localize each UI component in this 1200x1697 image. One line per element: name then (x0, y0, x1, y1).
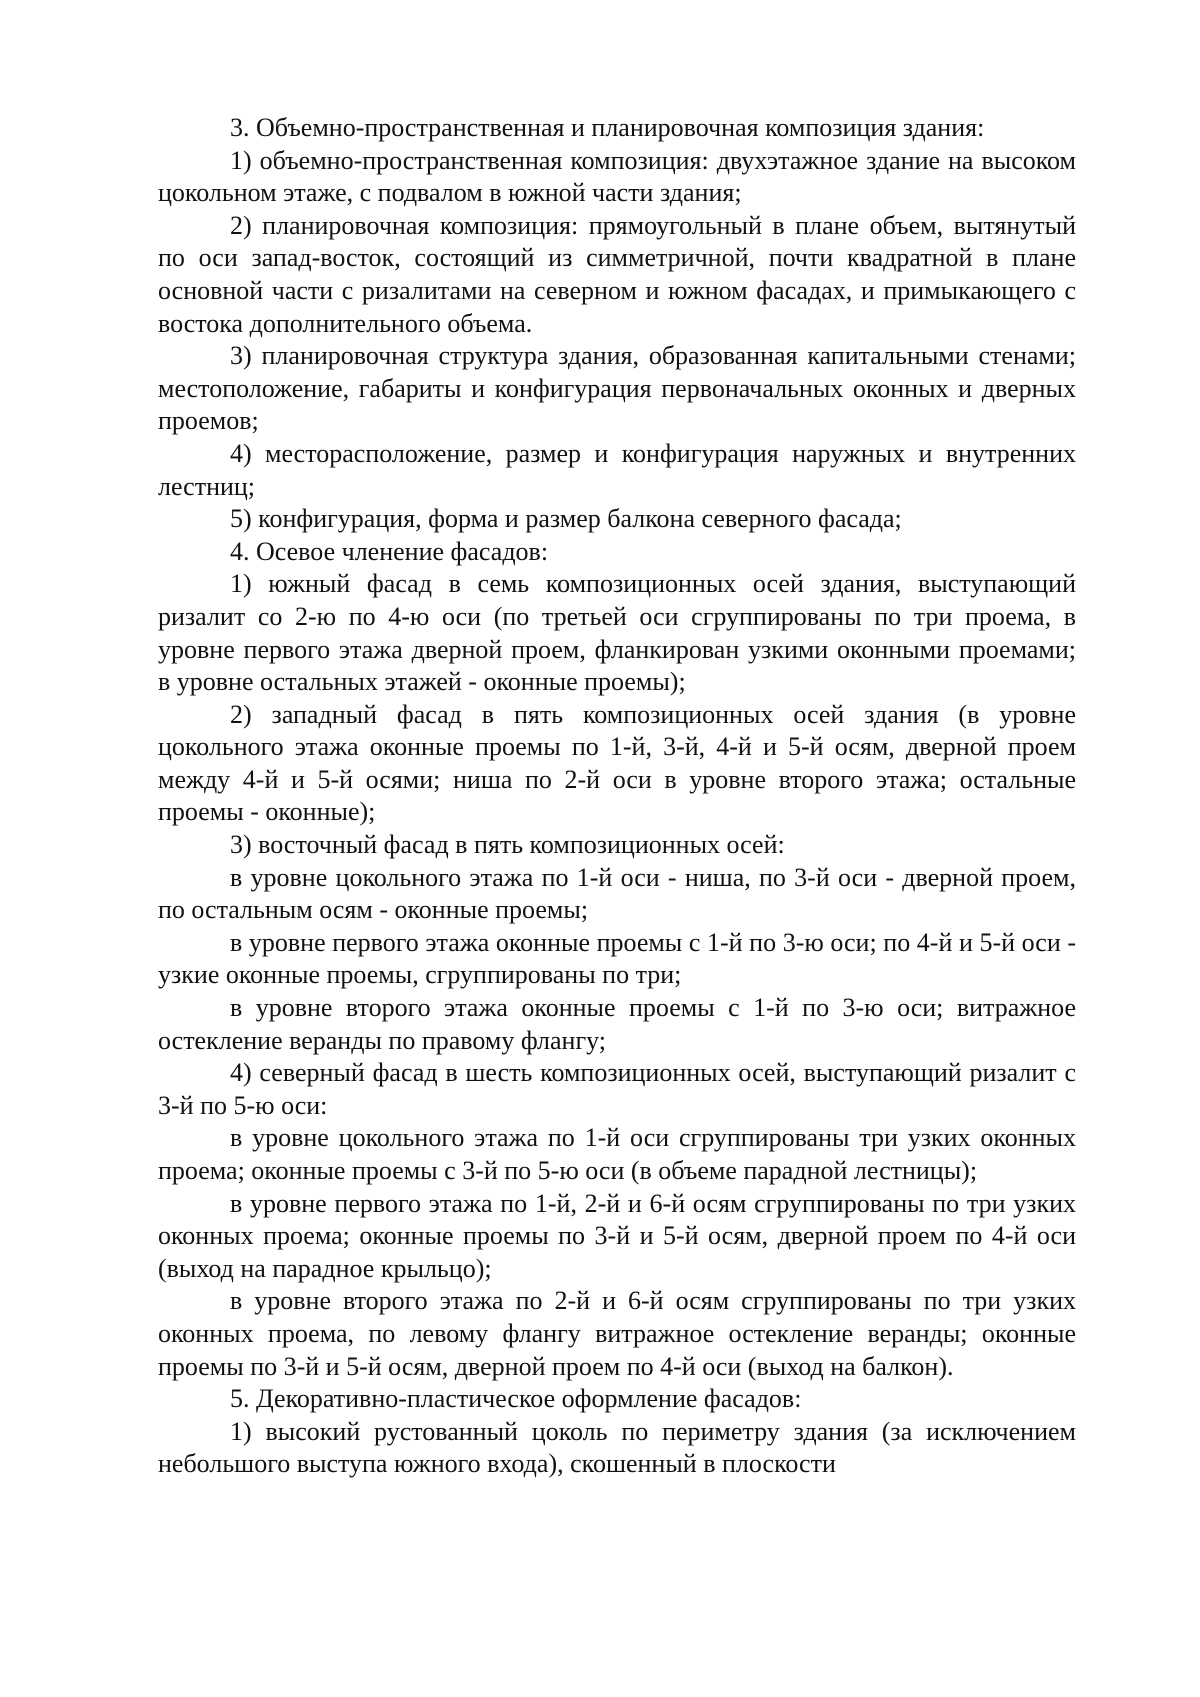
paragraph-4-4-north-facade: 4) северный фасад в шесть композиционных осей, выступающий ризалит с 3-й по 5-ю оси: (158, 1058, 1076, 1120)
paragraph-4-3-east-facade: 3) восточный фасад в пять композиционных осей: (230, 830, 785, 860)
paragraph-3-3-plan-structure: 3) планировочная структура здания, образованная капитальными стенами; местоположение, габариты и конфигурация первоначальных оконных и дверных проемов; (158, 341, 1076, 436)
paragraph-east-first-floor: в уровне первого этажа оконные проемы с 1-й по 3-ю оси; по 4-й и 5-й оси - узкие оконные проемы, сгруппированы по три; (158, 927, 1076, 990)
paragraph-east-basement-level: в уровне цокольного этажа по 1-й оси - ниша, по 3-й оси - дверной проем, по остальным осям - оконные проемы; (158, 862, 1076, 925)
paragraph-east-second-floor: в уровне второго этажа оконные проемы с 1-й по 3-ю оси; витражное остекление веранды по правому флангу; (158, 993, 1076, 1055)
paragraph-section-3-heading: 3. Объемно-пространственная и планировочная композиция здания: (230, 113, 985, 142)
paragraph-section-4-heading: 4. Осевое членение фасадов: (230, 536, 549, 566)
paragraph-north-basement-level: в уровне цокольного этажа по 1-й оси сгруппированы три узких оконных проема; оконные проемы с 3-й по 5-ю оси (в объеме парадной лестницы); (158, 1123, 1076, 1185)
paragraph-section-5-heading: 5. Декоративно-пластическое оформление фасадов: (230, 1384, 802, 1414)
paragraph-3-4-stairs: 4) месторасположение, размер и конфигурация наружных и внутренних лестниц; (158, 438, 1076, 501)
paragraph-north-first-floor: в уровне первого этажа по 1-й, 2-й и 6-й осям сгруппированы по три узких оконных проема; оконные проемы по 3-й и 5-й осям, дверной проем по 4-й оси (выход на парадное крыльцо); (158, 1188, 1076, 1283)
paragraph-north-second-floor: в уровне второго этажа по 2-й и 6-й осям сгруппированы по три узких оконных проема, по левому флангу витражное остекление веранды; оконные проемы по 3-й и 5-й осям, дверной проем по 4-й оси (выход на балкон). (158, 1286, 1076, 1381)
paragraph-4-1-south-facade: 1) южный фасад в семь композиционных осей здания, выступающий ризалит со 2-ю по 4-ю оси (по третьей оси сгруппированы по три проема, в уровне первого этажа дверной проем, фланкирован узкими оконными проемами; в уровне остальных этажей - оконные проемы); (158, 569, 1076, 697)
document-page (158, 112, 1076, 1481)
paragraph-4-2-west-facade: 2) западный фасад в пять композиционных осей здания (в уровне цокольного этажа оконные проемы по 1-й, 3-й, 4-й и 5-й осям, дверной проем между 4-й и 5-й осями; ниша по 2-й оси в уровне второго этажа; остальные проемы - оконные); (158, 699, 1076, 827)
paragraph-3-5-balcony: 5) конфигурация, форма и размер балкона северного фасада; (230, 504, 902, 534)
paragraph-5-1-plinth: 1) высокий рустованный цоколь по периметру здания (за исключением небольшого выступа южного входа), скошенный в плоскости (158, 1416, 1076, 1479)
paragraph-3-1-volume-composition: 1) объемно-пространственная композиция: двухэтажное здание на высоком цокольном этаже, с подвалом в южной части здания; (158, 145, 1076, 208)
paragraph-3-2-plan-composition: 2) планировочная композиция: прямоугольный в плане объем, вытянутый по оси запад-восток, состоящий из симметричной, почти квадратной в плане основной части с ризалитами на северном и южном фасадах, и примыкающего с востока дополнительного объема. (158, 210, 1076, 338)
